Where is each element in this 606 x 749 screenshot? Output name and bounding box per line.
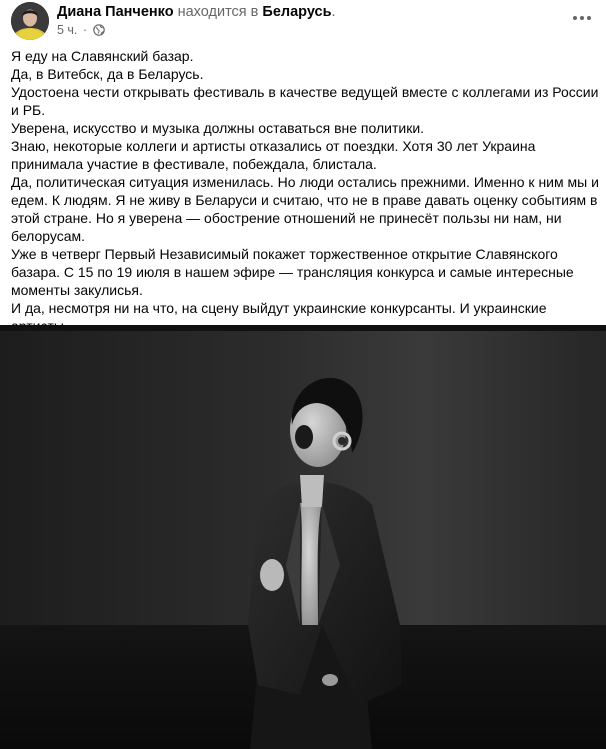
post-line: Я еду на Славянский базар.	[11, 48, 194, 64]
globe-icon[interactable]	[93, 24, 105, 40]
post-line: Да, в Витебск, да в Беларусь.	[11, 66, 204, 82]
post-line: Удостоена чести открывать фестиваль в качестве ведущей вместе с коллегами из России и РБ.	[11, 84, 599, 118]
avatar[interactable]	[11, 2, 49, 40]
post-meta	[57, 23, 105, 40]
location-name[interactable]: Беларусь	[262, 4, 332, 20]
post-body	[11, 47, 601, 371]
post-header	[0, 0, 606, 44]
more-options-button[interactable]	[570, 6, 594, 30]
post-line: Уверена, искусство и музыка должны оставаться вне политики.	[11, 120, 425, 136]
location-prefix: находится в	[177, 4, 259, 20]
location-suffix: .	[331, 4, 336, 20]
post-line: И да, несмотря ни на что, на сцену выйдут украинские конкурсанты. И украинские	[11, 300, 547, 316]
more-horizontal-icon	[572, 15, 592, 21]
post-line: Знаю, некоторые коллеги и артисты отказались от поездки. Хотя 30 лет Украина принимала участие в фестивале, побеждала, блистала.	[11, 138, 536, 172]
post-photo[interactable]	[0, 325, 606, 749]
post-timestamp[interactable]: 5 ч.	[57, 23, 78, 37]
photo-woman-in-suit	[0, 325, 606, 749]
avatar-image	[11, 2, 49, 40]
post-line: Уже в четверг Первый Независимый покажет торжественное открытие Славянского базара. С 15 по 19 июля в нашем эфире — трансляция конкурса и самые интересные моменты закулисья.	[11, 246, 574, 298]
post-line: Да, политическая ситуация изменилась. Но люди остались прежними. Именно к ним мы и едем. К людям. Я не живу в Беларуси и считаю, что не в праве давать оценку событиям в этой стране. Но я уверена — обострение отношений не принесёт пользы ни нам, ни белорусам.	[11, 174, 599, 244]
meta-separator: ·	[82, 23, 88, 37]
author-line	[57, 4, 336, 21]
author-name[interactable]: Диана Панченко	[57, 4, 174, 20]
